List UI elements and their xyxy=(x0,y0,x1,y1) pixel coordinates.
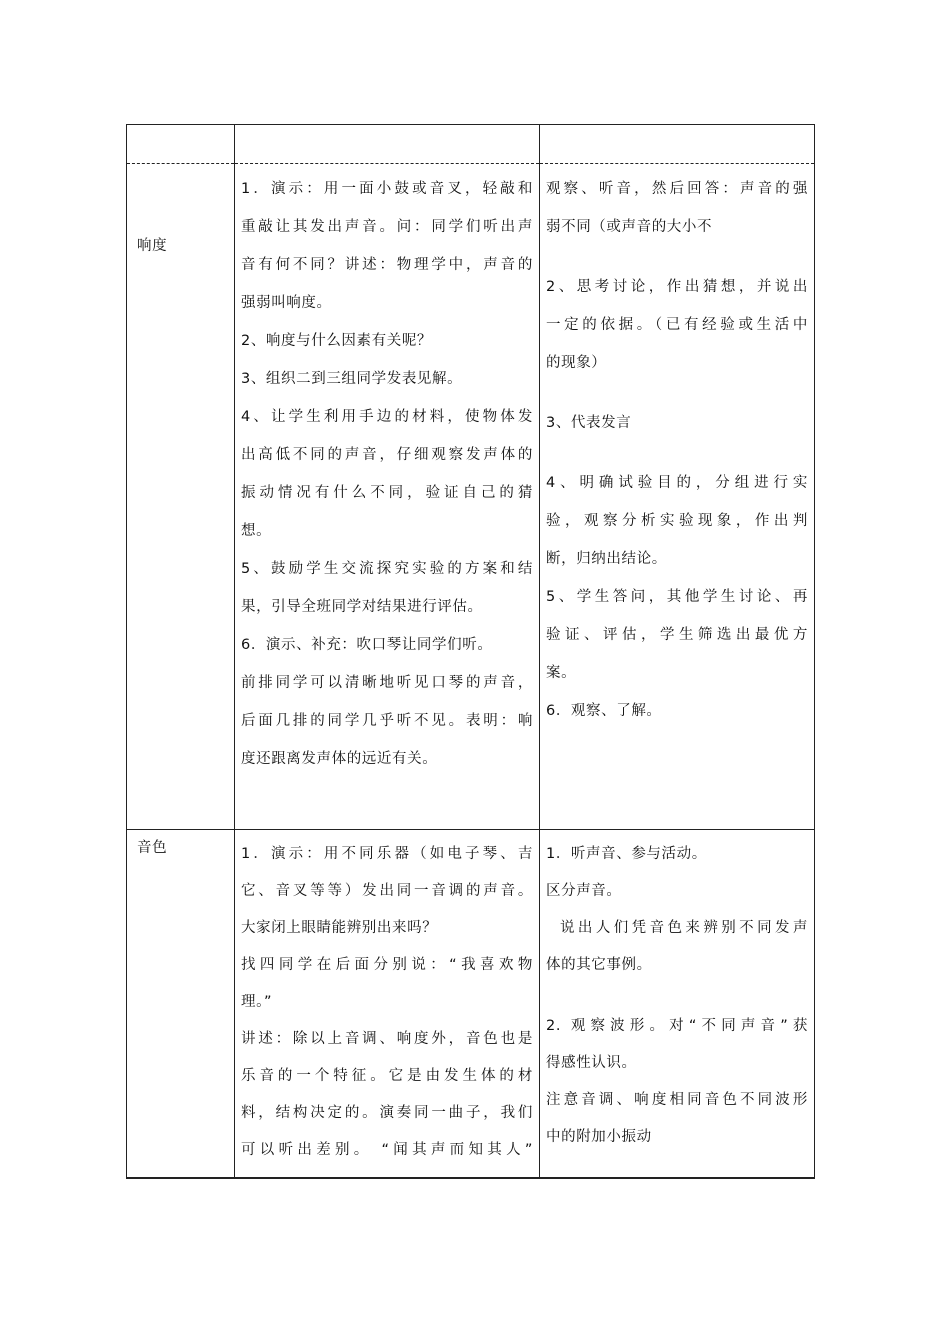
text-line: 出高低不同的声音，仔细观察发声体的 xyxy=(241,447,533,463)
text-line: 理。” xyxy=(241,994,273,1010)
teacher-activity-cell xyxy=(235,164,540,830)
text-line: 6．演示、补充：吹口琴让同学们听。 xyxy=(241,637,493,653)
table-row-timbre xyxy=(127,830,815,1179)
text-line: 6．观察、了解。 xyxy=(546,703,662,719)
text-line: 观察、听音，然后回答：声音的强 xyxy=(546,181,808,197)
topic-cell xyxy=(127,830,235,1179)
text-line: 乐音的一个特征。它是由发生体的材 xyxy=(241,1068,533,1084)
table-row-header xyxy=(127,125,815,164)
text-line: 想。 xyxy=(241,523,272,539)
topic-label: 响度 xyxy=(137,238,168,254)
text-line: 前排同学可以清晰地听见口琴的声音， xyxy=(241,675,533,691)
text-line: 的现象） xyxy=(546,355,607,371)
text-line: 案。 xyxy=(546,665,577,681)
lesson-plan-table xyxy=(126,124,815,1179)
student-activity-cell xyxy=(540,125,815,164)
text-line: 得感性认识。 xyxy=(546,1055,637,1071)
text-line: 3、组织二到三组同学发表见解。 xyxy=(241,371,463,387)
text-line: 找四同学在后面分别说：“我喜欢物 xyxy=(241,957,533,973)
text-line: 注意音调、响度相同音色不同波形 xyxy=(546,1092,808,1108)
teacher-activity-cell xyxy=(235,125,540,164)
table-row-loudness xyxy=(127,164,815,830)
text-line: 一定的依据。（已有经验或生活中 xyxy=(546,317,808,333)
text-line: 验证、评估，学生筛选出最优方 xyxy=(546,627,808,643)
text-line: 振动情况有什么不同，验证自己的猜 xyxy=(241,485,533,501)
text-line: 2、响度与什么因素有关呢？ xyxy=(241,333,433,349)
text-line: 5、鼓励学生交流探究实验的方案和结 xyxy=(241,561,533,577)
student-activity-cell xyxy=(540,830,815,1179)
text-line: 讲述：除以上音调、响度外，音色也是 xyxy=(241,1031,533,1047)
text-line: 4、明确试验目的，分组进行实 xyxy=(546,475,808,491)
text-line: 料，结构决定的。演奏同一曲子，我们 xyxy=(241,1105,533,1121)
topic-cell xyxy=(127,125,235,164)
text-line: 强弱叫响度。 xyxy=(241,295,332,311)
text-line: 中的附加小振动 xyxy=(546,1129,652,1145)
text-line: 弱不同（或声音的大小不 xyxy=(546,219,713,235)
text-line: 1．听声音、参与活动。 xyxy=(546,846,707,862)
text-line: 大家闭上眼睛能辨别出来吗？ xyxy=(241,920,438,936)
text-line: 说出人们凭音色来辨别不同发声 xyxy=(560,920,808,936)
text-line: 它、音叉等等）发出同一音调的声音。 xyxy=(241,883,533,899)
text-line: 可以听出差别。 “闻其声而知其人” xyxy=(241,1142,533,1158)
teacher-activity-cell xyxy=(235,830,540,1179)
text-line: 1．演示：用一面小鼓或音叉，轻敲和 xyxy=(241,181,533,197)
text-line: 2、思考讨论，作出猜想，并说出 xyxy=(546,279,808,295)
text-line: 4、让学生利用手边的材料，使物体发 xyxy=(241,409,533,425)
text-line: 2. 观察波形。对“不同声音”获 xyxy=(546,1018,808,1034)
text-line: 度还跟离发声体的远近有关。 xyxy=(241,751,438,767)
text-line: 后面几排的同学几乎听不见。表明：响 xyxy=(241,713,533,729)
text-line: 1．演示：用不同乐器（如电子琴、吉 xyxy=(241,846,533,862)
text-line: 5、学生答问，其他学生讨论、再 xyxy=(546,589,808,605)
topic-cell xyxy=(127,164,235,830)
topic-label: 音色 xyxy=(137,840,168,856)
student-activity-cell xyxy=(540,164,815,830)
text-line: 果，引导全班同学对结果进行评估。 xyxy=(241,599,483,615)
text-line: 体的其它事例。 xyxy=(546,957,652,973)
text-line: 音有何不同？讲述：物理学中，声音的 xyxy=(241,257,533,273)
text-line: 验，观察分析实验现象，作出判 xyxy=(546,513,808,529)
text-line: 重敲让其发出声音。问：同学们听出声 xyxy=(241,219,533,235)
text-line: 断，归纳出结论。 xyxy=(546,551,667,567)
text-line: 3、代表发言 xyxy=(546,415,632,431)
text-line: 区分声音。 xyxy=(546,883,622,899)
